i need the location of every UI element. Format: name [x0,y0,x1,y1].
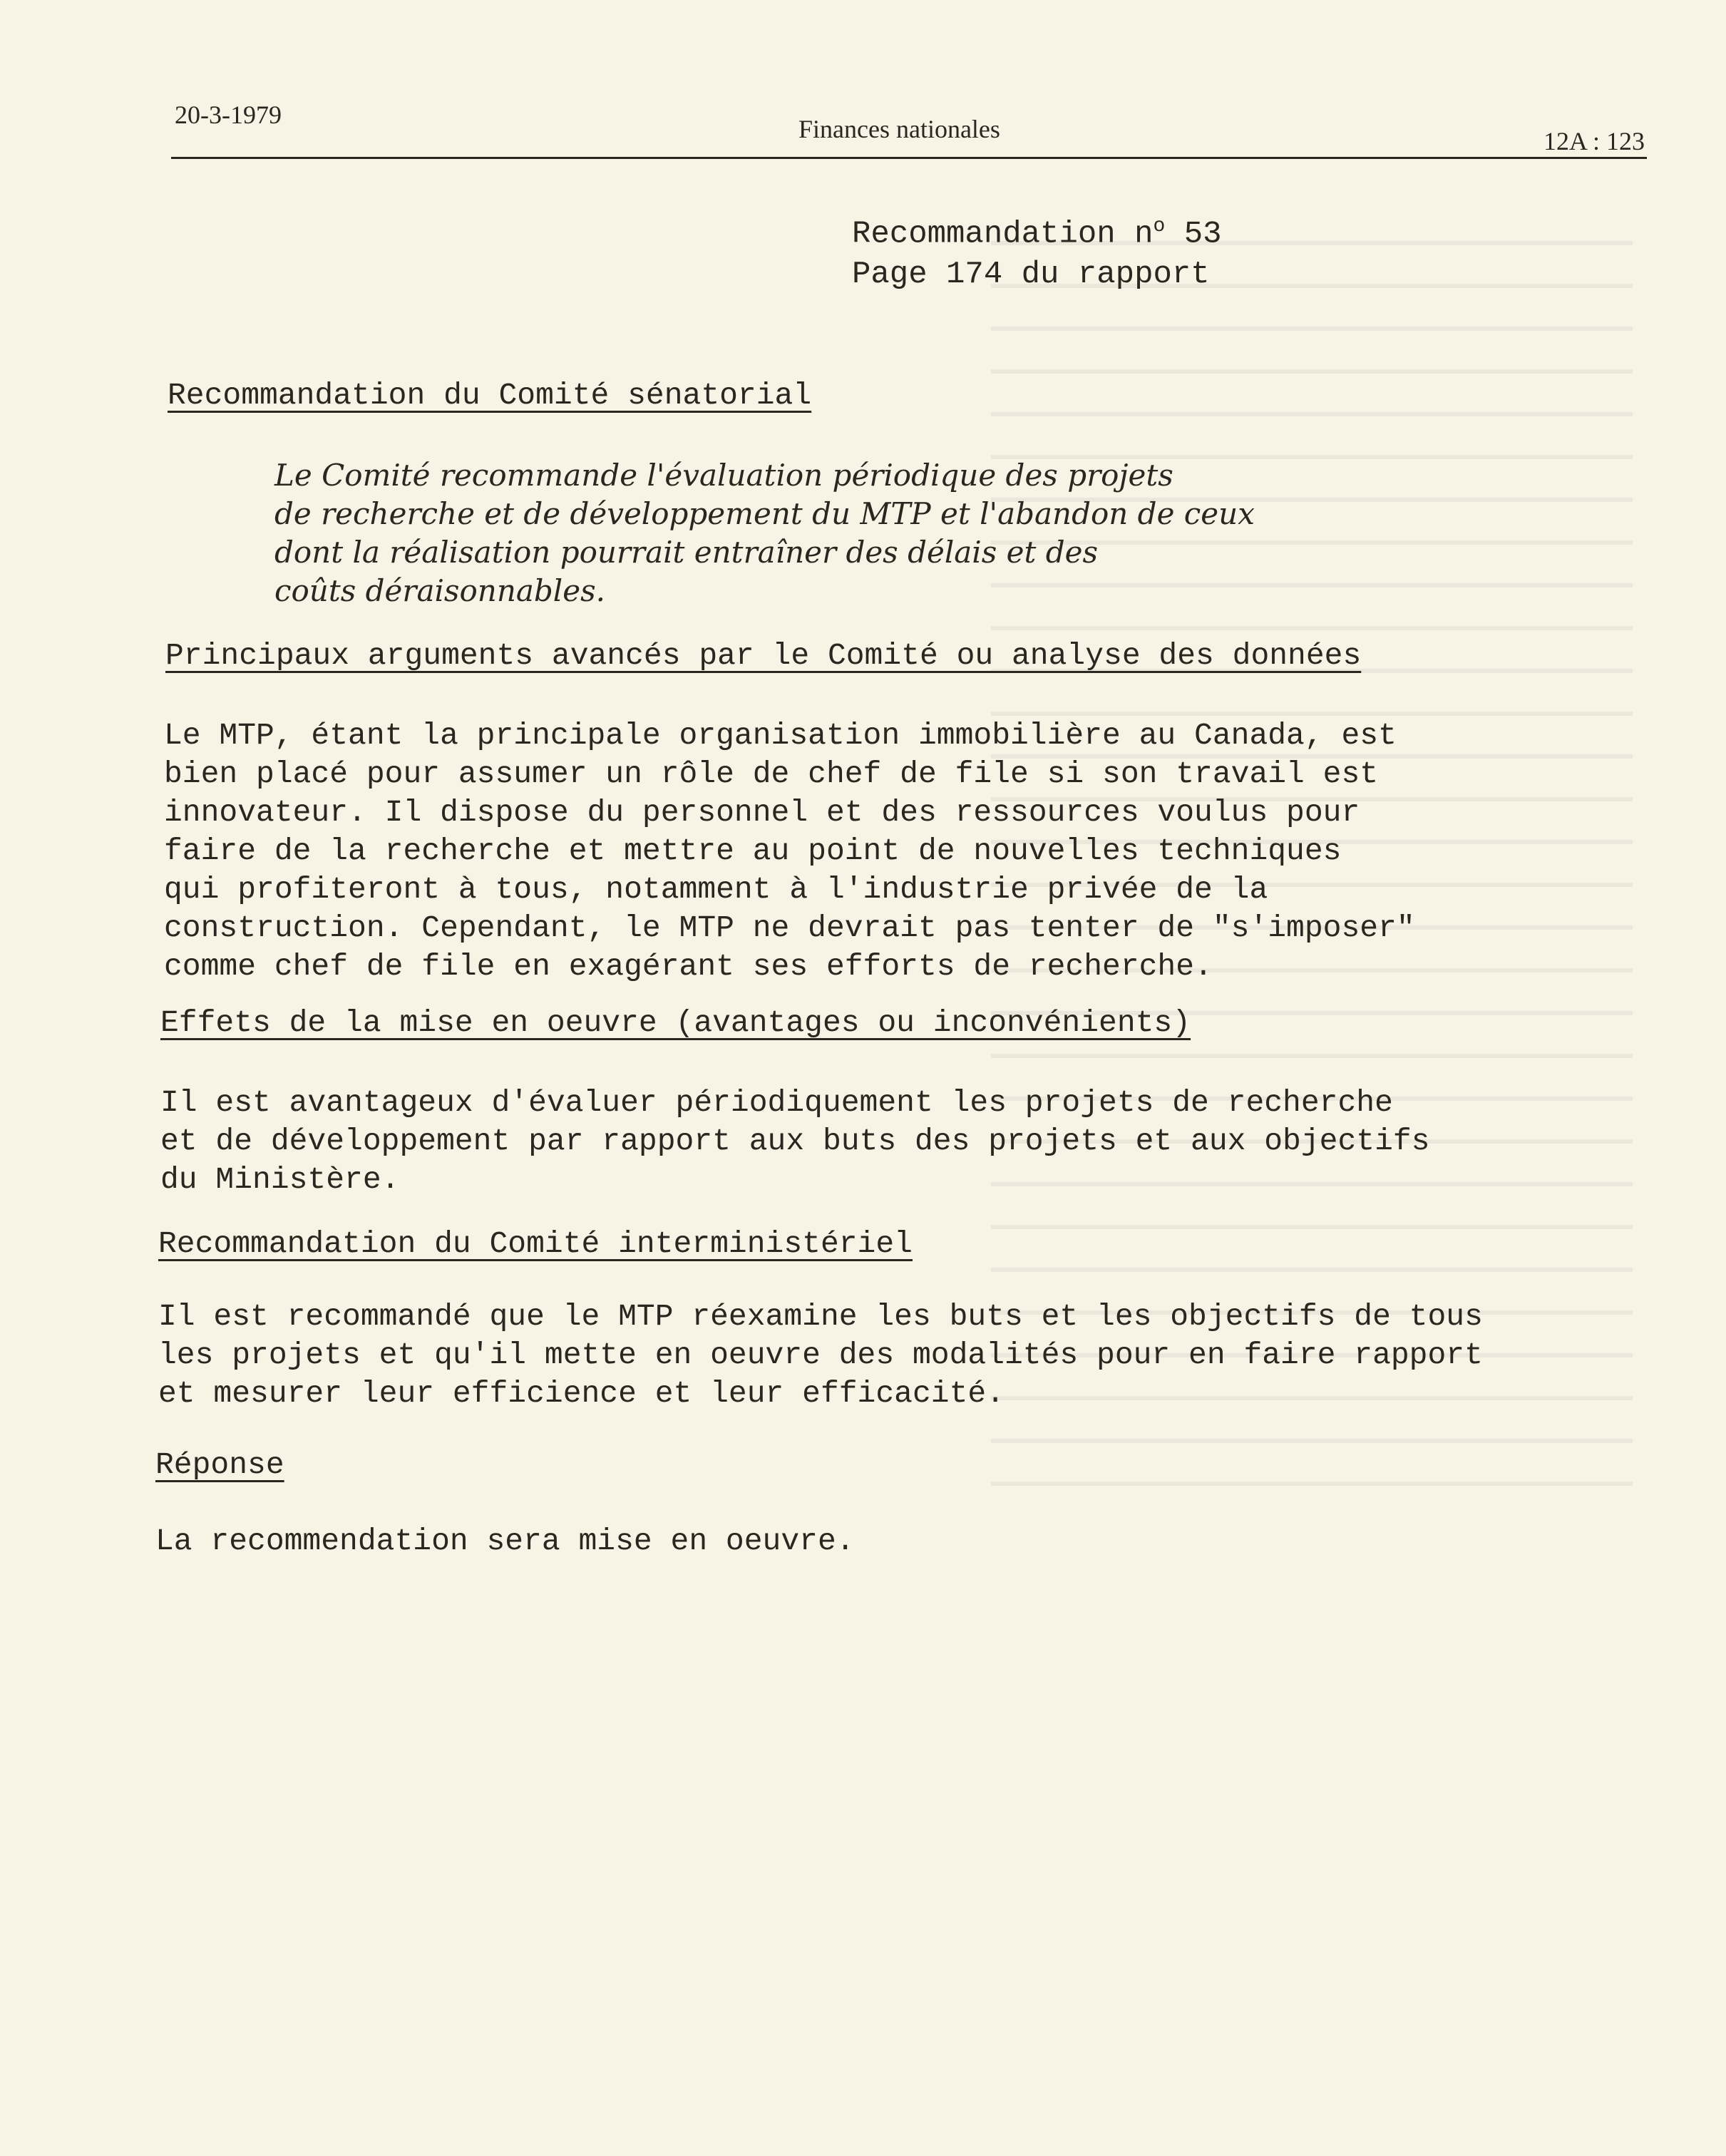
header-date: 20-3-1979 [175,101,282,129]
recommendation-page: Page 174 du rapport [852,256,1210,292]
senate-heading: Recommandation du Comité sénatorial [168,378,812,413]
recommendation-block [852,207,1222,294]
arguments-text: Le MTP, étant la principale organisation immobilière au Canada, est bien placé pour assumer un rôle de chef de file si son travail est innovateur. Il dispose du personnel et des ressources voulus pour faire de la recherche et mettre au point de nouvelles techniques qui profiteront à tous, notamment à l'industrie privée de la construction. Cependant, le MTP ne devrait pas tenter de "s'imposer" comme chef de file en exagérant ses efforts de recherche. [164,718,1415,984]
header-rule [171,157,1647,159]
header-page-ref: 12A : 123 [1543,127,1645,155]
header-title: Finances nationales [798,115,1000,143]
recommendation-sup: o [1153,215,1166,237]
recommendation-label: Recommandation n [852,216,1154,252]
arguments-heading: Principaux arguments avancés par le Comité ou analyse des données [165,638,1362,673]
recommendation-number [852,207,1222,255]
effects-heading: Effets de la mise en oeuvre (avantages ou inconvénients) [160,1005,1191,1040]
effects-text: Il est avantageux d'évaluer périodiquement les projets de recherche et de développement par rapport aux buts des projets et aux objectifs du Ministère. [160,1085,1430,1197]
response-text: La recommendation sera mise en oeuvre. [155,1524,855,1559]
interdept-text: Il est recommandé que le MTP réexamine les buts et les objectifs de tous les projets et qu'il mette en oeuvre des modalités pour en faire rapport et mesurer leur efficience et leur efficacité. [158,1299,1483,1411]
recommendation-value: 53 [1183,216,1222,252]
senate-text: Le Comité recommande l'évaluation périodique des projets de recherche et de développement du MTP et l'abandon de ceux dont la réalisation pourrait entraîner des délais et des coûts déraisonnables. [274,458,1255,608]
interdept-heading: Recommandation du Comité interministériel [158,1226,913,1261]
response-heading: Réponse [155,1447,284,1482]
